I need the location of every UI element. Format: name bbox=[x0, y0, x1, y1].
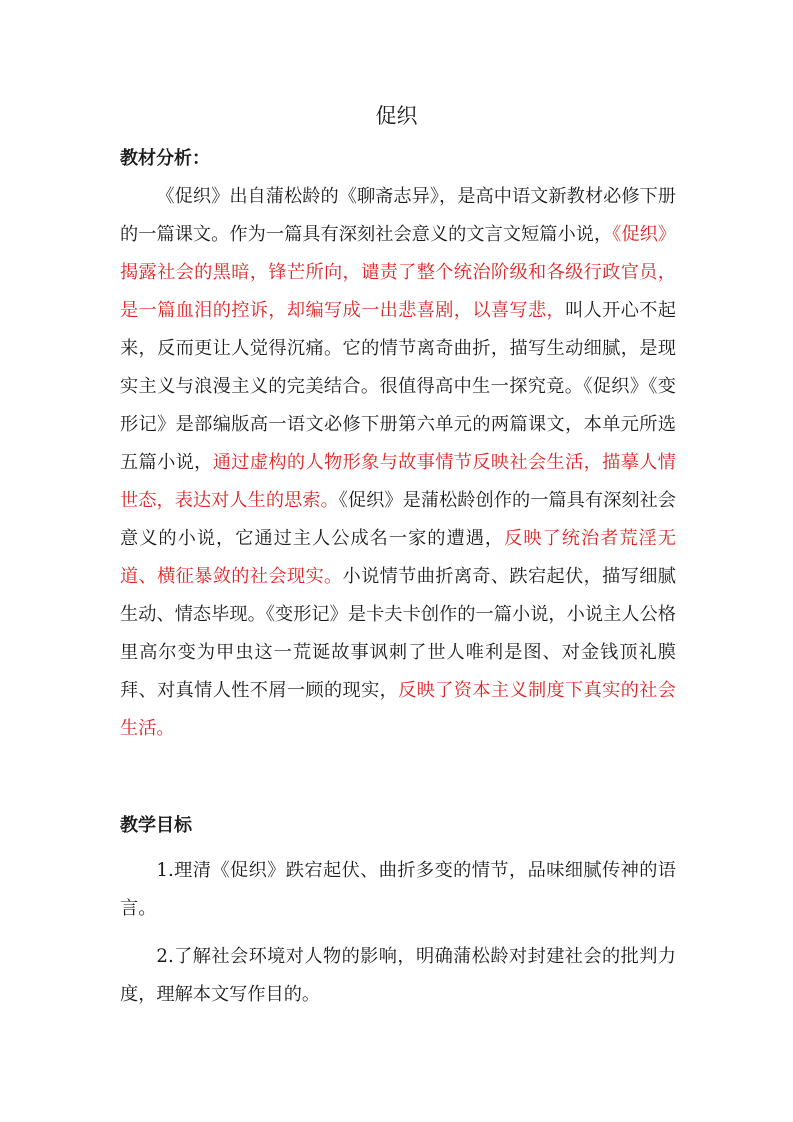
text-segment: 《促织》出自蒲松龄的《聊斋志异》，是高中语文新教材必修下册的一篇课文。作为一篇具有深刻社会意义的文言文短篇小说， bbox=[120, 186, 676, 245]
highlight-segment: 通过虚构的人物形象与故事情节反映社会生活，描摹人情世态，表达对人生的思索。 bbox=[120, 452, 676, 511]
analysis-paragraph bbox=[120, 178, 676, 748]
section-heading-analysis: 教材分析： bbox=[120, 148, 210, 169]
section-heading-goals: 教学目标 bbox=[120, 815, 192, 836]
text-segment: 叫人开心不起来，反而更让人觉得沉痛。它的情节离奇曲折，描写生动细腻，是现实主义与浪漫主义的完美结合。很值得高中生一探究竟。《促织》《变形记》是部编版高一语文必修下册第六单元的两篇课文，本单元所选五篇小说， bbox=[120, 300, 676, 473]
highlight-segment: 反映了统治者荒淫无道、横征暴敛的社会现实。 bbox=[120, 528, 676, 587]
highlight-segment: 反映了资本主义制度下真实的社会生活。 bbox=[120, 680, 676, 739]
document-title: 促织 bbox=[375, 104, 418, 128]
goal-item-1: 1.理清《促织》跌宕起伏、曲折多变的情节，品味细腻传神的语言。 bbox=[120, 860, 676, 919]
highlight-segment: 《促织》揭露社会的黑暗，锋芒所向，谴责了整个统治阶级和各级行政官员，是一篇血泪的控诉，却编写成一出悲喜剧，以喜写悲， bbox=[120, 224, 676, 321]
goal-item-2: 2.了解社会环境对人物的影响，明确蒲松龄对封建社会的批判力度，理解本文写作目的。 bbox=[120, 946, 676, 1005]
text-segment: 小说情节曲折离奇、跌宕起伏，描写细腻生动、情态毕现。《变形记》是卡夫卡创作的一篇小说，小说主人公格里高尔变为甲虫这一荒诞故事讽刺了世人唯利是图、对金钱顶礼膜拜、对真情人性不屑一顾的现实， bbox=[120, 566, 676, 701]
text-segment: 《促织》是蒲松龄创作的一篇具有深刻社会意义的小说，它通过主人公成名一家的遭遇， bbox=[120, 490, 676, 549]
